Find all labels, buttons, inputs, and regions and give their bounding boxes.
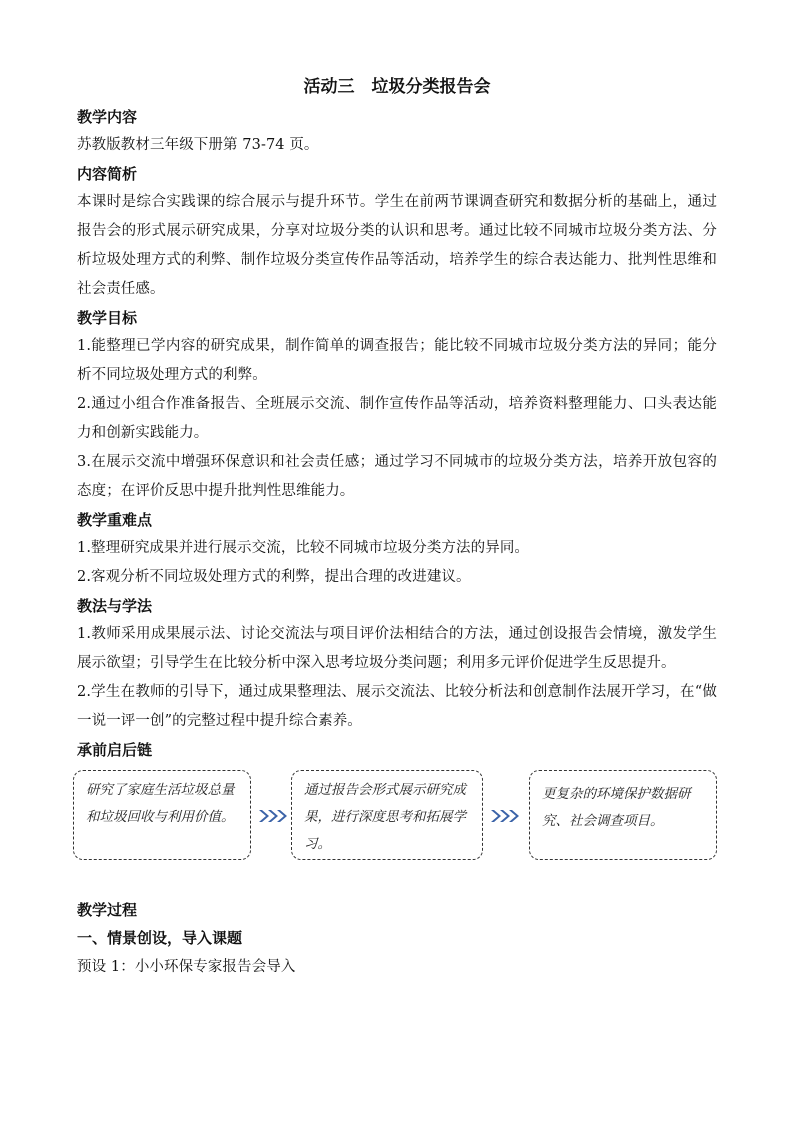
heading-methods: 教法与学法 [77, 597, 153, 615]
heading-process: 教学过程 [77, 901, 138, 919]
heading-key-points: 教学重难点 [77, 511, 153, 529]
paragraph: 3.在展示交流中增强环保意识和社会责任感；通过学习不同城市的垃圾分类方法，培养开放包容的态度；在评价反思中提升批判性思维能力。 [77, 454, 717, 499]
paragraph: 1.能整理已学内容的研究成果，制作简单的调查报告；能比较不同城市垃圾分类方法的异同；能分析不同垃圾处理方式的利弊。 [77, 338, 717, 383]
document-page [77, 72, 717, 982]
chain-box-previous: 研究了家庭生活垃圾总量和垃圾回收与利用价值。 [73, 770, 251, 860]
paragraph: 本课时是综合实践课的综合展示与提升环节。学生在前两节课调查研究和数据分析的基础上，通过报告会的形式展示研究成果，分享对垃圾分类的认识和思考。通过比较不同城市垃圾分类方法、分析垃圾处理方式的利弊、制作垃圾分类宣传作品等活动，培养学生的综合表达能力、批判性思维和社会责任感。 [77, 194, 717, 297]
heading-objectives: 教学目标 [77, 309, 138, 327]
paragraph: 1.整理研究成果并进行展示交流，比较不同城市垃圾分类方法的异同。 [77, 540, 530, 556]
paragraph: 苏教版教材三年级下册第 73-74 页。 [77, 137, 319, 153]
double-chevron-right-icon [489, 808, 519, 824]
chain-box-current: 通过报告会形式展示研究成果，进行深度思考和拓展学习。 [291, 770, 483, 860]
paragraph: 1.教师采用成果展示法、讨论交流法与项目评价法相结合的方法，通过创设报告会情境，激发学生展示欲望；引导学生在比较分析中深入思考垃圾分类问题；利用多元评价促进学生反思提升。 [77, 626, 717, 671]
paragraph: 2.客观分析不同垃圾处理方式的利弊，提出合理的改进建议。 [77, 569, 471, 585]
chain-box-next: 更复杂的环境保护数据研究、社会调查项目。 [529, 770, 717, 860]
double-chevron-right-icon [257, 808, 287, 824]
paragraph: 2.学生在教师的引导下，通过成果整理法、展示交流法、比较分析法和创意制作法展开学习，在“做一说一评一创”的完整过程中提升综合素养。 [77, 684, 717, 729]
heading-analysis: 内容简析 [77, 165, 138, 183]
subheading-intro: 一、情景创设，导入课题 [77, 929, 243, 947]
connection-chain [77, 770, 717, 874]
paragraph: 2.通过小组合作准备报告、全班展示交流、制作宣传作品等活动，培养资料整理能力、口头表达能力和创新实践能力。 [77, 396, 717, 441]
heading-content: 教学内容 [77, 108, 138, 126]
paragraph: 预设 1：小小环保专家报告会导入 [77, 959, 296, 975]
heading-chain: 承前启后链 [77, 741, 153, 759]
page-title: 活动三 垃圾分类报告会 [303, 77, 491, 97]
